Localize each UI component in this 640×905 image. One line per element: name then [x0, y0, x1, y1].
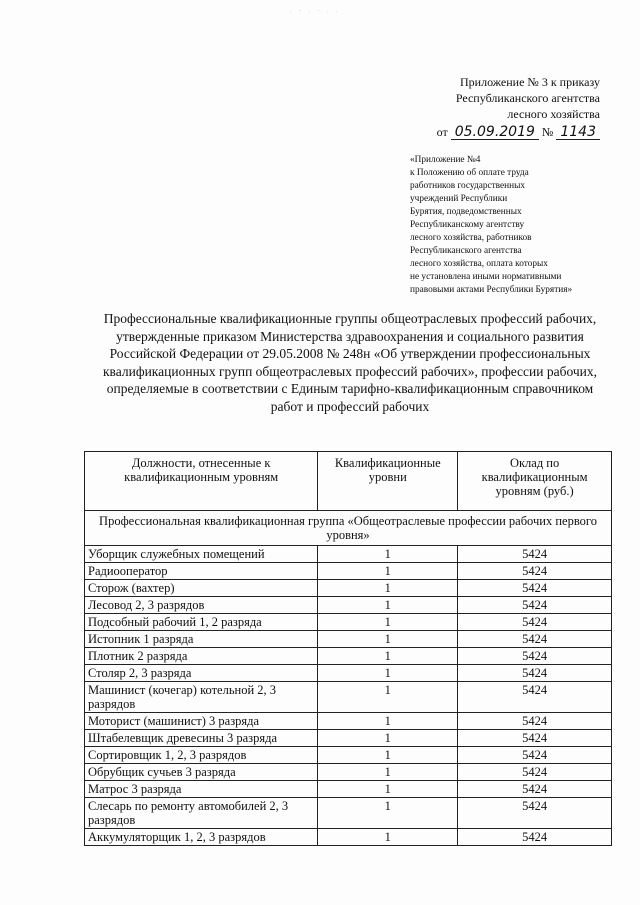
table-row: [85, 798, 612, 829]
cell-level: 1: [318, 713, 458, 730]
table-row: [85, 580, 612, 597]
cell-level: 1: [318, 764, 458, 781]
table-row: [85, 747, 612, 764]
cell-level: 1: [318, 829, 458, 846]
cell-position: Штабелевщик древесины 3 разряда: [85, 730, 318, 747]
header-position: Должности, отнесенные к квалификационным уровням: [85, 452, 318, 511]
regulation-line: лесного хозяйства, оплата которых: [410, 259, 548, 269]
regulation-line: Республиканского агентства: [410, 246, 522, 256]
cell-salary: 5424: [458, 764, 612, 781]
header-level: Квалификационные уровни: [318, 452, 458, 511]
document-title: Профессиональные квалификационные группы общеотраслевых профессий рабочих, утвержденные приказом Министерства здравоохранения и социального развития Российской Федерации от 29.05.2008 № 248н «Об утверждении профессиональных квалификационных групп общеотраслевых профессий рабочих», профессии рабочих, определяемые в соответствии с Единым тарифно-квалификационным справочником работ и профессий рабочих: [103, 311, 597, 414]
cell-level: 1: [318, 798, 458, 829]
cell-salary: 5424: [458, 798, 612, 829]
table-row: [85, 648, 612, 665]
cell-level: 1: [318, 563, 458, 580]
table-row: [85, 563, 612, 580]
appendix-header: [400, 74, 600, 140]
regulation-line: «Приложение №4: [410, 155, 481, 165]
header-salary: Оклад по квалификационным уровням (руб.): [458, 452, 612, 511]
cell-salary: 5424: [458, 631, 612, 648]
regulation-line: Республиканскому агентству: [410, 220, 525, 230]
table-row: [85, 631, 612, 648]
table-row: [85, 713, 612, 730]
order-date: 05.09.2019: [451, 125, 539, 140]
order-line: [400, 124, 600, 140]
regulation-reference: [410, 154, 620, 297]
cell-salary: 5424: [458, 829, 612, 846]
cell-level: 1: [318, 546, 458, 563]
cell-level: 1: [318, 665, 458, 682]
table-row: [85, 730, 612, 747]
table-row: [85, 829, 612, 846]
cell-position: Уборщик служебных помещений: [85, 546, 318, 563]
cell-position: Плотник 2 разряда: [85, 648, 318, 665]
cell-level: 1: [318, 614, 458, 631]
group-title: Профессиональная квалификационная группа «Общеотраслевые профессии рабочих первого уровня»: [85, 511, 612, 546]
cell-position: Слесарь по ремонту автомобилей 2, 3 разрядов: [85, 798, 318, 829]
regulation-line: лесного хозяйства, работников: [410, 233, 532, 243]
regulation-line: не установлена иными нормативными: [410, 272, 562, 282]
regulation-line: к Положению об оплате труда: [410, 168, 529, 178]
table-body: [85, 511, 612, 846]
cell-salary: 5424: [458, 781, 612, 798]
cell-salary: 5424: [458, 665, 612, 682]
table-row: [85, 781, 612, 798]
regulation-line: Бурятия, подведомственных: [410, 207, 522, 217]
order-number: 1143: [556, 125, 600, 140]
appendix-line-1: Приложение № 3 к приказу: [460, 75, 600, 89]
table-row: [85, 665, 612, 682]
cell-salary: 5424: [458, 730, 612, 747]
table-header-row: [85, 452, 612, 511]
number-sign: №: [541, 125, 554, 139]
cell-level: 1: [318, 781, 458, 798]
cell-position: Истопник 1 разряда: [85, 631, 318, 648]
cell-level: 1: [318, 747, 458, 764]
table-row: [85, 614, 612, 631]
regulation-line: учреждений Республики: [410, 194, 508, 204]
qualification-table: [84, 451, 612, 846]
cell-position: Лесовод 2, 3 разрядов: [85, 597, 318, 614]
cell-salary: 5424: [458, 747, 612, 764]
date-prefix: от: [436, 125, 448, 139]
cell-salary: 5424: [458, 563, 612, 580]
table-row: [85, 682, 612, 713]
cell-level: 1: [318, 580, 458, 597]
cell-level: 1: [318, 597, 458, 614]
cell-level: 1: [318, 730, 458, 747]
regulation-line: правовыми актами Республики Бурятия»: [410, 285, 573, 295]
table-row: [85, 546, 612, 563]
group-row: [85, 511, 612, 546]
cell-salary: 5424: [458, 597, 612, 614]
cell-position: Аккумуляторщик 1, 2, 3 разрядов: [85, 829, 318, 846]
cell-salary: 5424: [458, 614, 612, 631]
cell-level: 1: [318, 682, 458, 713]
cell-position: Сортировщик 1, 2, 3 разрядов: [85, 747, 318, 764]
cell-position: Подсобный рабочий 1, 2 разряда: [85, 614, 318, 631]
cell-salary: 5424: [458, 713, 612, 730]
regulation-line: работников государственных: [410, 181, 525, 191]
cell-position: Сторож (вахтер): [85, 580, 318, 597]
cell-salary: 5424: [458, 648, 612, 665]
cell-position: Моторист (машинист) 3 разряда: [85, 713, 318, 730]
cell-salary: 5424: [458, 546, 612, 563]
appendix-line-3: лесного хозяйства: [507, 107, 600, 121]
cell-position: Матрос 3 разряда: [85, 781, 318, 798]
appendix-line-2: Республиканского агентства: [455, 91, 600, 105]
cell-position: Машинист (кочегар) котельной 2, 3 разрядов: [85, 682, 318, 713]
cell-position: Столяр 2, 3 разряда: [85, 665, 318, 682]
cell-salary: 5424: [458, 682, 612, 713]
cell-level: 1: [318, 631, 458, 648]
cell-position: Обрубщик сучьев 3 разряда: [85, 764, 318, 781]
cell-position: Радиооператор: [85, 563, 318, 580]
scan-mark: . - . - . .: [290, 8, 341, 14]
table-row: [85, 597, 612, 614]
cell-level: 1: [318, 648, 458, 665]
table-row: [85, 764, 612, 781]
cell-salary: 5424: [458, 580, 612, 597]
